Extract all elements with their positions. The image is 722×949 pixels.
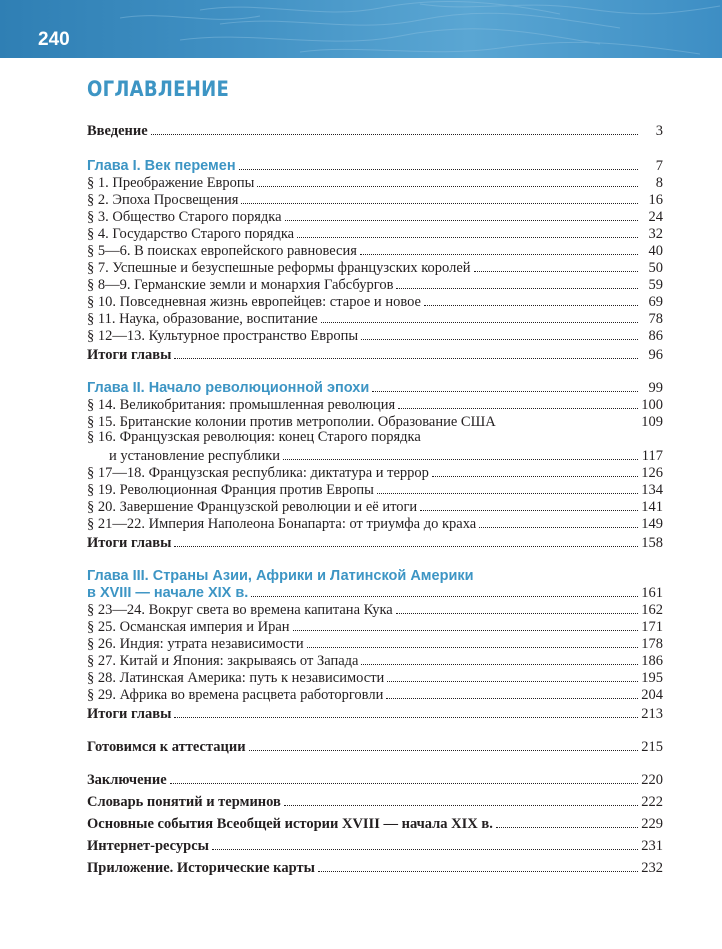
header-banner — [0, 0, 722, 58]
dot-leader — [307, 647, 638, 648]
toc-entry[interactable] — [87, 412, 663, 430]
toc-entry-label: Приложение. Исторические карты — [87, 860, 315, 876]
dot-leader — [396, 613, 638, 614]
toc-entry-label: Итоги главы — [87, 535, 172, 551]
dot-leader — [249, 750, 638, 751]
toc-entry-page: 40 — [648, 243, 663, 259]
toc-entry-label: Итоги главы — [87, 706, 172, 722]
dot-leader — [420, 510, 638, 511]
toc-entry-page: 16 — [648, 192, 663, 208]
toc-entry-label: § 21—22. Империя Наполеона Бонапарта: от триумфа до краха — [87, 516, 477, 532]
toc-entry-intro[interactable] — [87, 121, 663, 139]
toc-entry[interactable] — [87, 395, 663, 413]
dot-leader — [212, 849, 638, 850]
toc-entry-page: 69 — [648, 294, 663, 310]
toc-entry-page: 229 — [641, 816, 663, 832]
dot-leader — [318, 871, 638, 872]
toc-entry[interactable] — [87, 463, 663, 481]
toc-entry-page: 220 — [641, 772, 663, 788]
chapter-title: Глава I. Век перемен — [87, 158, 236, 174]
toc-entry[interactable] — [87, 326, 663, 344]
toc-entry[interactable] — [87, 668, 663, 686]
toc-entry-page: 32 — [648, 226, 663, 242]
toc-entry-label: § 4. Государство Старого порядка — [87, 226, 295, 242]
toc-entry-page: 178 — [641, 636, 663, 652]
toc-entry[interactable] — [87, 241, 663, 259]
chapter-page: 161 — [641, 585, 663, 601]
toc-entry-page: 117 — [641, 448, 663, 464]
dot-leader — [424, 305, 638, 306]
toc-entry-label: Итоги главы — [87, 347, 172, 363]
dot-leader — [174, 358, 638, 359]
dot-leader — [293, 630, 638, 631]
dot-leader — [496, 827, 638, 828]
toc-entry-label: § 27. Китай и Япония: закрываясь от Запада — [87, 653, 359, 669]
dot-leader — [432, 476, 638, 477]
toc-entry[interactable] — [87, 207, 663, 225]
chapter-page: 7 — [655, 158, 663, 174]
dot-leader — [474, 271, 638, 272]
toc-entry-label: § 25. Османская империя и Иран — [87, 619, 290, 635]
toc-entry-page: 109 — [641, 414, 663, 430]
dot-leader — [321, 322, 638, 323]
chapter-title: Глава II. Начало революционной эпохи — [87, 380, 370, 396]
toc-entry-page: 8 — [655, 175, 663, 191]
toc-chapter-3-heading[interactable]: Глава III. Страны Азии, Африки и Латинской Америки — [87, 568, 474, 584]
toc-entry-page: 100 — [641, 397, 663, 413]
toc-entry[interactable] — [87, 634, 663, 652]
toc-entry[interactable] — [87, 309, 663, 327]
toc-entry-label: § 23—24. Вокруг света во времена капитана Кука — [87, 602, 393, 618]
dot-leader — [396, 288, 638, 289]
toc-entry[interactable] — [87, 224, 663, 242]
toc-entry-page: 215 — [641, 739, 663, 755]
toc-entry-label: § 3. Общество Старого порядка — [87, 209, 282, 225]
dot-leader — [398, 408, 638, 409]
toc-chapter-3-summary[interactable] — [87, 704, 663, 722]
toc-entry-label: Основные события Всеобщей истории XVIII — начала XIX в. — [87, 816, 493, 832]
toc-entry[interactable] — [87, 446, 663, 464]
toc-entry[interactable] — [87, 651, 663, 669]
toc-entry-page: 162 — [641, 602, 663, 618]
toc-entry[interactable] — [87, 514, 663, 532]
toc-entry-label: § 11. Наука, образование, воспитание — [87, 311, 318, 327]
toc-entry-page: 158 — [641, 535, 663, 551]
toc-chapter-3-heading-cont[interactable] — [87, 583, 663, 601]
dot-leader — [360, 254, 638, 255]
toc-entry-page: 86 — [648, 328, 663, 344]
dot-leader — [387, 681, 638, 682]
toc-entry[interactable] — [87, 275, 663, 293]
dot-leader — [284, 805, 638, 806]
toc-entry-label: § 17—18. Французская республика: диктатура и террор — [87, 465, 429, 481]
banner-texture — [0, 0, 722, 58]
toc-entry-page: 78 — [648, 311, 663, 327]
toc-entry-label: Готовимся к аттестации — [87, 739, 246, 755]
toc-entry-label: § 19. Революционная Франция против Европы — [87, 482, 374, 498]
toc-entry-page: 149 — [641, 516, 663, 532]
toc-entry-page: 24 — [648, 209, 663, 225]
toc-entry-label: § 29. Африка во времена расцвета работорговли — [87, 687, 384, 703]
dot-leader — [283, 459, 638, 460]
toc-entry[interactable] — [87, 600, 663, 618]
toc-entry-label: § 2. Эпоха Просвещения — [87, 192, 239, 208]
toc-entry-events[interactable] — [87, 814, 663, 832]
toc-entry[interactable] — [87, 617, 663, 635]
dot-leader — [285, 220, 638, 221]
toc-entry-label: § 20. Завершение Французской революции и её итоги — [87, 499, 418, 515]
dot-leader — [151, 134, 638, 135]
dot-leader — [372, 391, 638, 392]
page-number: 240 — [38, 29, 70, 50]
toc-entry-label: § 28. Латинская Америка: путь к независимости — [87, 670, 385, 686]
toc-entry-label: § 8—9. Германские земли и монархия Габсбургов — [87, 277, 394, 293]
dot-leader — [386, 698, 638, 699]
dot-leader — [174, 546, 638, 547]
toc-entry-page: 231 — [641, 838, 663, 854]
toc-entry-label: § 7. Успешные и безуспешные реформы французских королей — [87, 260, 471, 276]
toc-entry-label: Интернет-ресурсы — [87, 838, 209, 854]
toc-entry-label: § 5—6. В поисках европейского равновесия — [87, 243, 357, 259]
toc-entry[interactable] — [87, 292, 663, 310]
toc-entry-page: 222 — [641, 794, 663, 810]
toc-entry-glossary[interactable] — [87, 792, 663, 810]
toc-entry-label: § 15. Британские колонии против метрополии. Образование США — [87, 414, 496, 430]
toc-entry-conclusion[interactable] — [87, 770, 663, 788]
toc-chapter-2-heading[interactable] — [87, 378, 663, 396]
toc-entry-attestation[interactable] — [87, 737, 663, 755]
chapter-title: в XVIII — начале XIX в. — [87, 585, 249, 601]
dot-leader — [361, 339, 638, 340]
toc-chapter-1-summary[interactable] — [87, 345, 663, 363]
toc-chapter-2-summary[interactable] — [87, 533, 663, 551]
dot-leader — [174, 717, 638, 718]
toc-chapter-1-heading[interactable] — [87, 156, 663, 174]
toc-entry-label: § 14. Великобритания: промышленная революция — [87, 397, 396, 413]
toc-entry-internet[interactable] — [87, 836, 663, 854]
toc-entry-page: 186 — [641, 653, 663, 669]
dot-leader — [479, 527, 638, 528]
toc-entry-label: § 12—13. Культурное пространство Европы — [87, 328, 359, 344]
toc-entry[interactable] — [87, 190, 663, 208]
toc-entry-page: 50 — [648, 260, 663, 276]
toc-entry-page: 96 — [648, 347, 663, 363]
toc-entry-page: 232 — [641, 860, 663, 876]
dot-leader — [251, 596, 638, 597]
toc-entry-label: § 10. Повседневная жизнь европейцев: старое и новое — [87, 294, 421, 310]
toc-entry-page: 204 — [641, 687, 663, 703]
dot-leader — [377, 493, 638, 494]
chapter-page: 99 — [648, 380, 663, 396]
toc-entry[interactable] — [87, 258, 663, 276]
toc-entry-appendix[interactable] — [87, 858, 663, 876]
toc-entry-page: 171 — [641, 619, 663, 635]
page-title: ОГЛАВЛЕНИЕ — [87, 77, 230, 101]
dot-leader — [170, 783, 638, 784]
toc-entry-page: 134 — [641, 482, 663, 498]
toc-entry[interactable] — [87, 480, 663, 498]
toc-entry-page: 195 — [641, 670, 663, 686]
toc-entry-label: § 26. Индия: утрата независимости — [87, 636, 304, 652]
dot-leader — [239, 169, 638, 170]
toc-entry-page: 141 — [641, 499, 663, 515]
toc-entry-line1[interactable]: § 16. Французская революция: конец Старого порядка — [87, 429, 421, 445]
dot-leader — [241, 203, 638, 204]
toc-entry-label: Заключение — [87, 772, 167, 788]
toc-entry-page: 213 — [641, 706, 663, 722]
dot-leader — [361, 664, 638, 665]
toc-entry-label: Введение — [87, 123, 148, 139]
dot-leader — [297, 237, 638, 238]
toc-entry-label: § 1. Преображение Европы — [87, 175, 255, 191]
dot-leader — [257, 186, 638, 187]
toc-entry-page: 3 — [655, 123, 663, 139]
toc-entry-label: Словарь понятий и терминов — [87, 794, 281, 810]
toc-entry[interactable] — [87, 685, 663, 703]
toc-entry[interactable] — [87, 173, 663, 191]
toc-entry-page: 126 — [641, 465, 663, 481]
toc-entry-page: 59 — [648, 277, 663, 293]
toc-entry[interactable] — [87, 497, 663, 515]
toc-entry-label: и установление республики — [109, 448, 281, 464]
